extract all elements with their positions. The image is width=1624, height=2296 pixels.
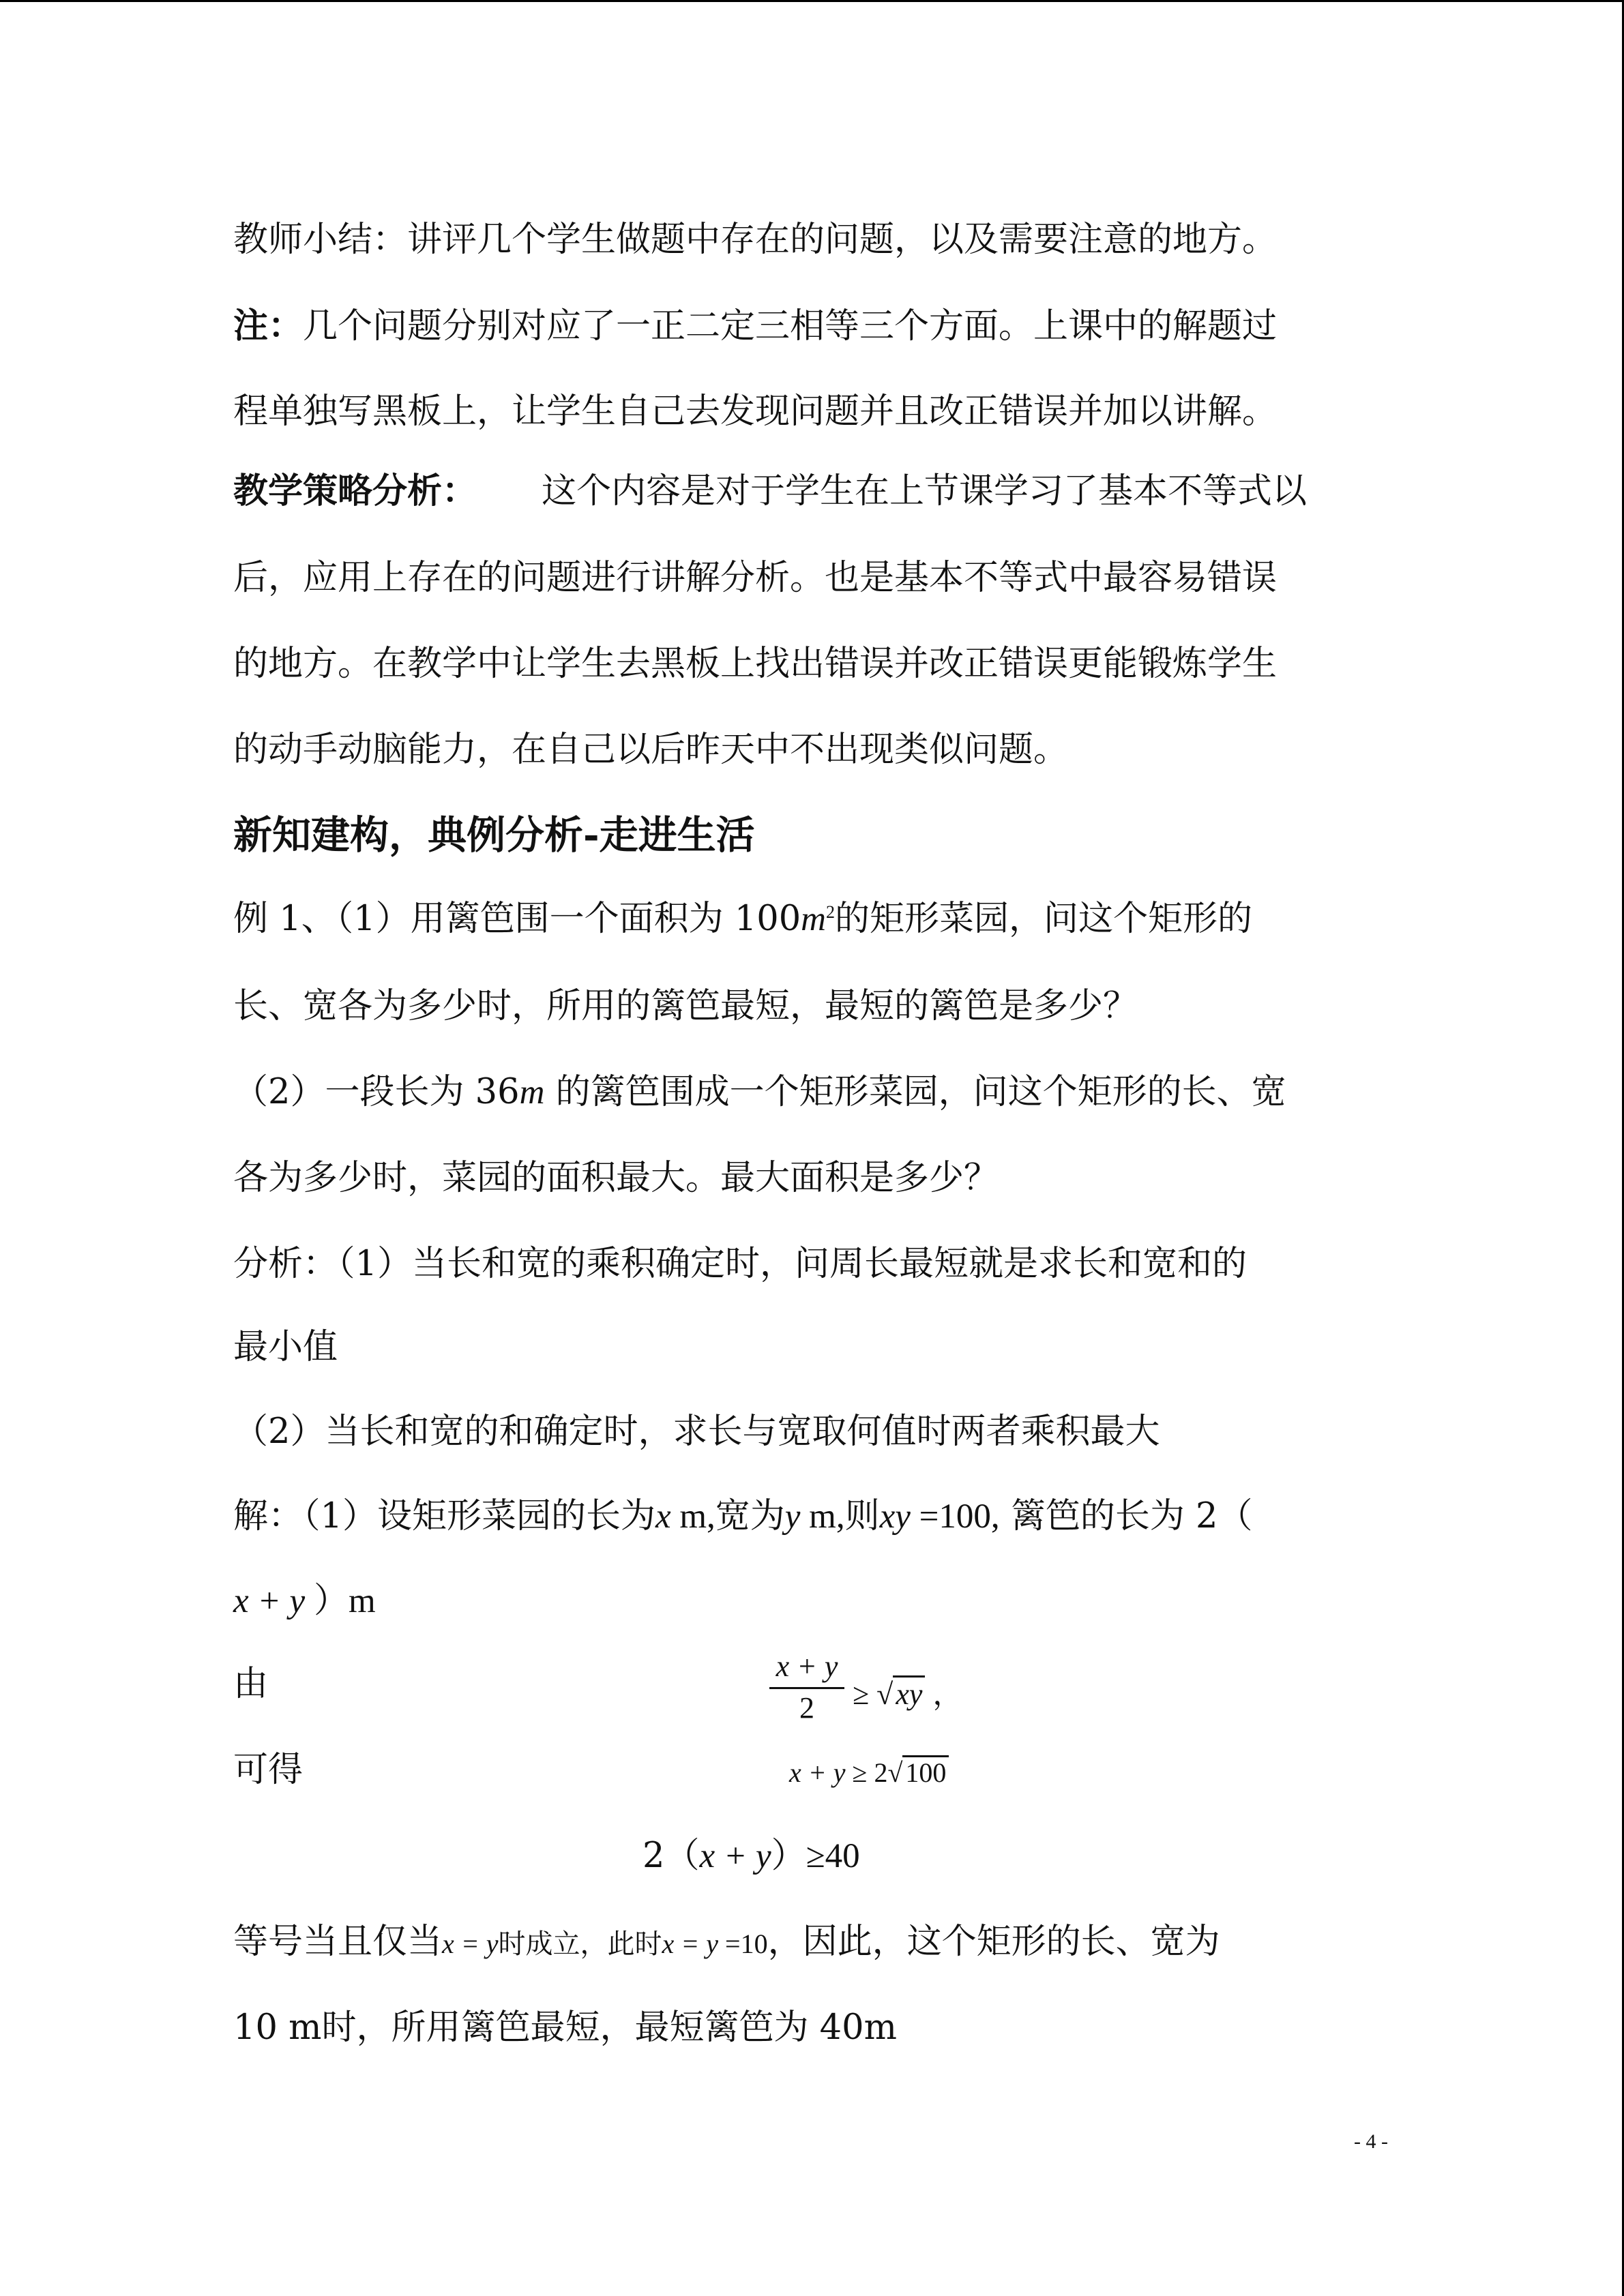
solution-line-2 [233, 1579, 376, 1623]
perimeter-inequality [643, 1834, 860, 1878]
solution-fence-text: 篱笆的长为 2（ [999, 1496, 1253, 1536]
note-paragraph-line-2: 程单独写黑板上，让学生自己去发现问题并且改正错误并加以讲解。 [233, 391, 1278, 432]
strategy-paragraph-line-3: 的地方。在教学中让学生去黑板上找出错误并改正错误更能锻炼学生 [233, 644, 1278, 684]
strategy-paragraph-line-1 [233, 469, 1307, 513]
strategy-paragraph-line-4: 的动手动脑能力，在自己以后昨天中不出现类似问题。 [233, 730, 1069, 770]
page-number: - 4 - [1354, 2130, 1388, 2153]
strategy-text-1: 这个内容是对于学生在上节课学习了基本不等式以 [542, 471, 1308, 511]
equality-value-10: =10 [718, 1928, 768, 1959]
example-2-line-2: 各为多少时，菜园的面积最大。最大面积是多少？ [233, 1158, 999, 1198]
obtained-geq: ≥ 2 [845, 1757, 888, 1788]
inequality-comma: ， [925, 1678, 963, 1711]
perimeter-bound: ）≥40 [771, 1837, 860, 1875]
var-x: x [655, 1497, 671, 1536]
section-heading: 新知建构，典例分析-走进生活 [233, 812, 755, 858]
example-2-text-end: 的篱笆围成一个矩形菜园，问这个矩形的长、宽 [544, 1072, 1286, 1112]
solution-then-text: m,则 [800, 1497, 880, 1536]
sum-unit: ）m [305, 1582, 376, 1620]
sqrt-symbol: √ [876, 1678, 894, 1711]
analysis-line-2: 最小值 [233, 1327, 338, 1367]
obtained-radicand: 100 [902, 1755, 949, 1788]
analysis-line-1: 分析：（1）当长和宽的乘积确定时，问周长最短就是求长和宽和的 [233, 1244, 1247, 1284]
equality-condition: x = y [442, 1928, 499, 1959]
solution-line-1 [233, 1495, 1253, 1538]
equality-prefix: 等号当且仅当 [233, 1922, 443, 1962]
example-2-line-1 [233, 1071, 1286, 1114]
analysis-line-3: （2）当长和宽的和确定时，求长与宽取何值时两者乘积最大 [233, 1412, 1160, 1452]
obtained-inequality: x + y ≥ 2√ 100 [789, 1757, 949, 1789]
example-1-line-1 [233, 897, 1252, 946]
example-1-text-end: 的矩形菜园，问这个矩形的 [835, 899, 1253, 939]
note-label: 注： [233, 305, 304, 346]
note-paragraph-line-1 [233, 304, 1277, 348]
by-label: 由 [233, 1664, 269, 1704]
note-text-1: 几个问题分别对应了一正二定三相等三个方面。上课中的解题过 [303, 306, 1278, 346]
example-1-text: 例 1、（1）用篱笆围一个面积为 100 [233, 899, 801, 939]
area-unit: m [801, 900, 827, 938]
product-value: =100, [910, 1497, 1000, 1536]
var-xy: xy [879, 1497, 911, 1536]
conclusion-line: 10 m时，所用篱笆最短，最短篱笆为 40m [233, 2008, 897, 2048]
example-1-line-2: 长、宽各为多少时，所用的篱笆最短，最短的篱笆是多少？ [233, 986, 1138, 1026]
example-2-text: （2）一段长为 36 [233, 1072, 520, 1112]
strategy-label: 教学策略分析： [233, 471, 477, 511]
equality-mid: 时成立，此时 [498, 1928, 662, 1960]
perimeter-prefix: 2（ [643, 1836, 700, 1876]
fraction-mean [769, 1649, 844, 1727]
perimeter-sum: x + y [699, 1837, 771, 1875]
equality-suffix: ，因此，这个矩形的长、宽为 [767, 1922, 1220, 1962]
fraction-numerator: x + y [769, 1649, 844, 1689]
obtained-lhs: x + y [789, 1757, 846, 1788]
obtain-label: 可得 [233, 1750, 304, 1790]
sqrt-radicand: xy [893, 1675, 925, 1711]
strategy-paragraph-line-2: 后，应用上存在的问题进行讲解分析。也是基本不等式中最容易错误 [233, 558, 1278, 598]
length-unit: m [519, 1073, 545, 1112]
sum-expression: x + y [233, 1582, 306, 1620]
var-y: y [784, 1497, 801, 1536]
equality-line [233, 1920, 1220, 1966]
geq-symbol: ≥ [853, 1678, 870, 1711]
area-unit-exponent: 2 [826, 902, 836, 922]
teacher-summary-paragraph: 教师小结：讲评几个学生做题中存在的问题，以及需要注意的地方。 [233, 220, 1278, 260]
fraction-denominator: 2 [799, 1691, 814, 1725]
am-gm-inequality [853, 1669, 962, 1713]
equality-values: x = y [662, 1928, 719, 1959]
solution-text: 解：（1）设矩形菜园的长为 [233, 1496, 655, 1536]
solution-width-text: m,宽为 [670, 1497, 785, 1536]
page-border-top [0, 0, 1624, 2]
